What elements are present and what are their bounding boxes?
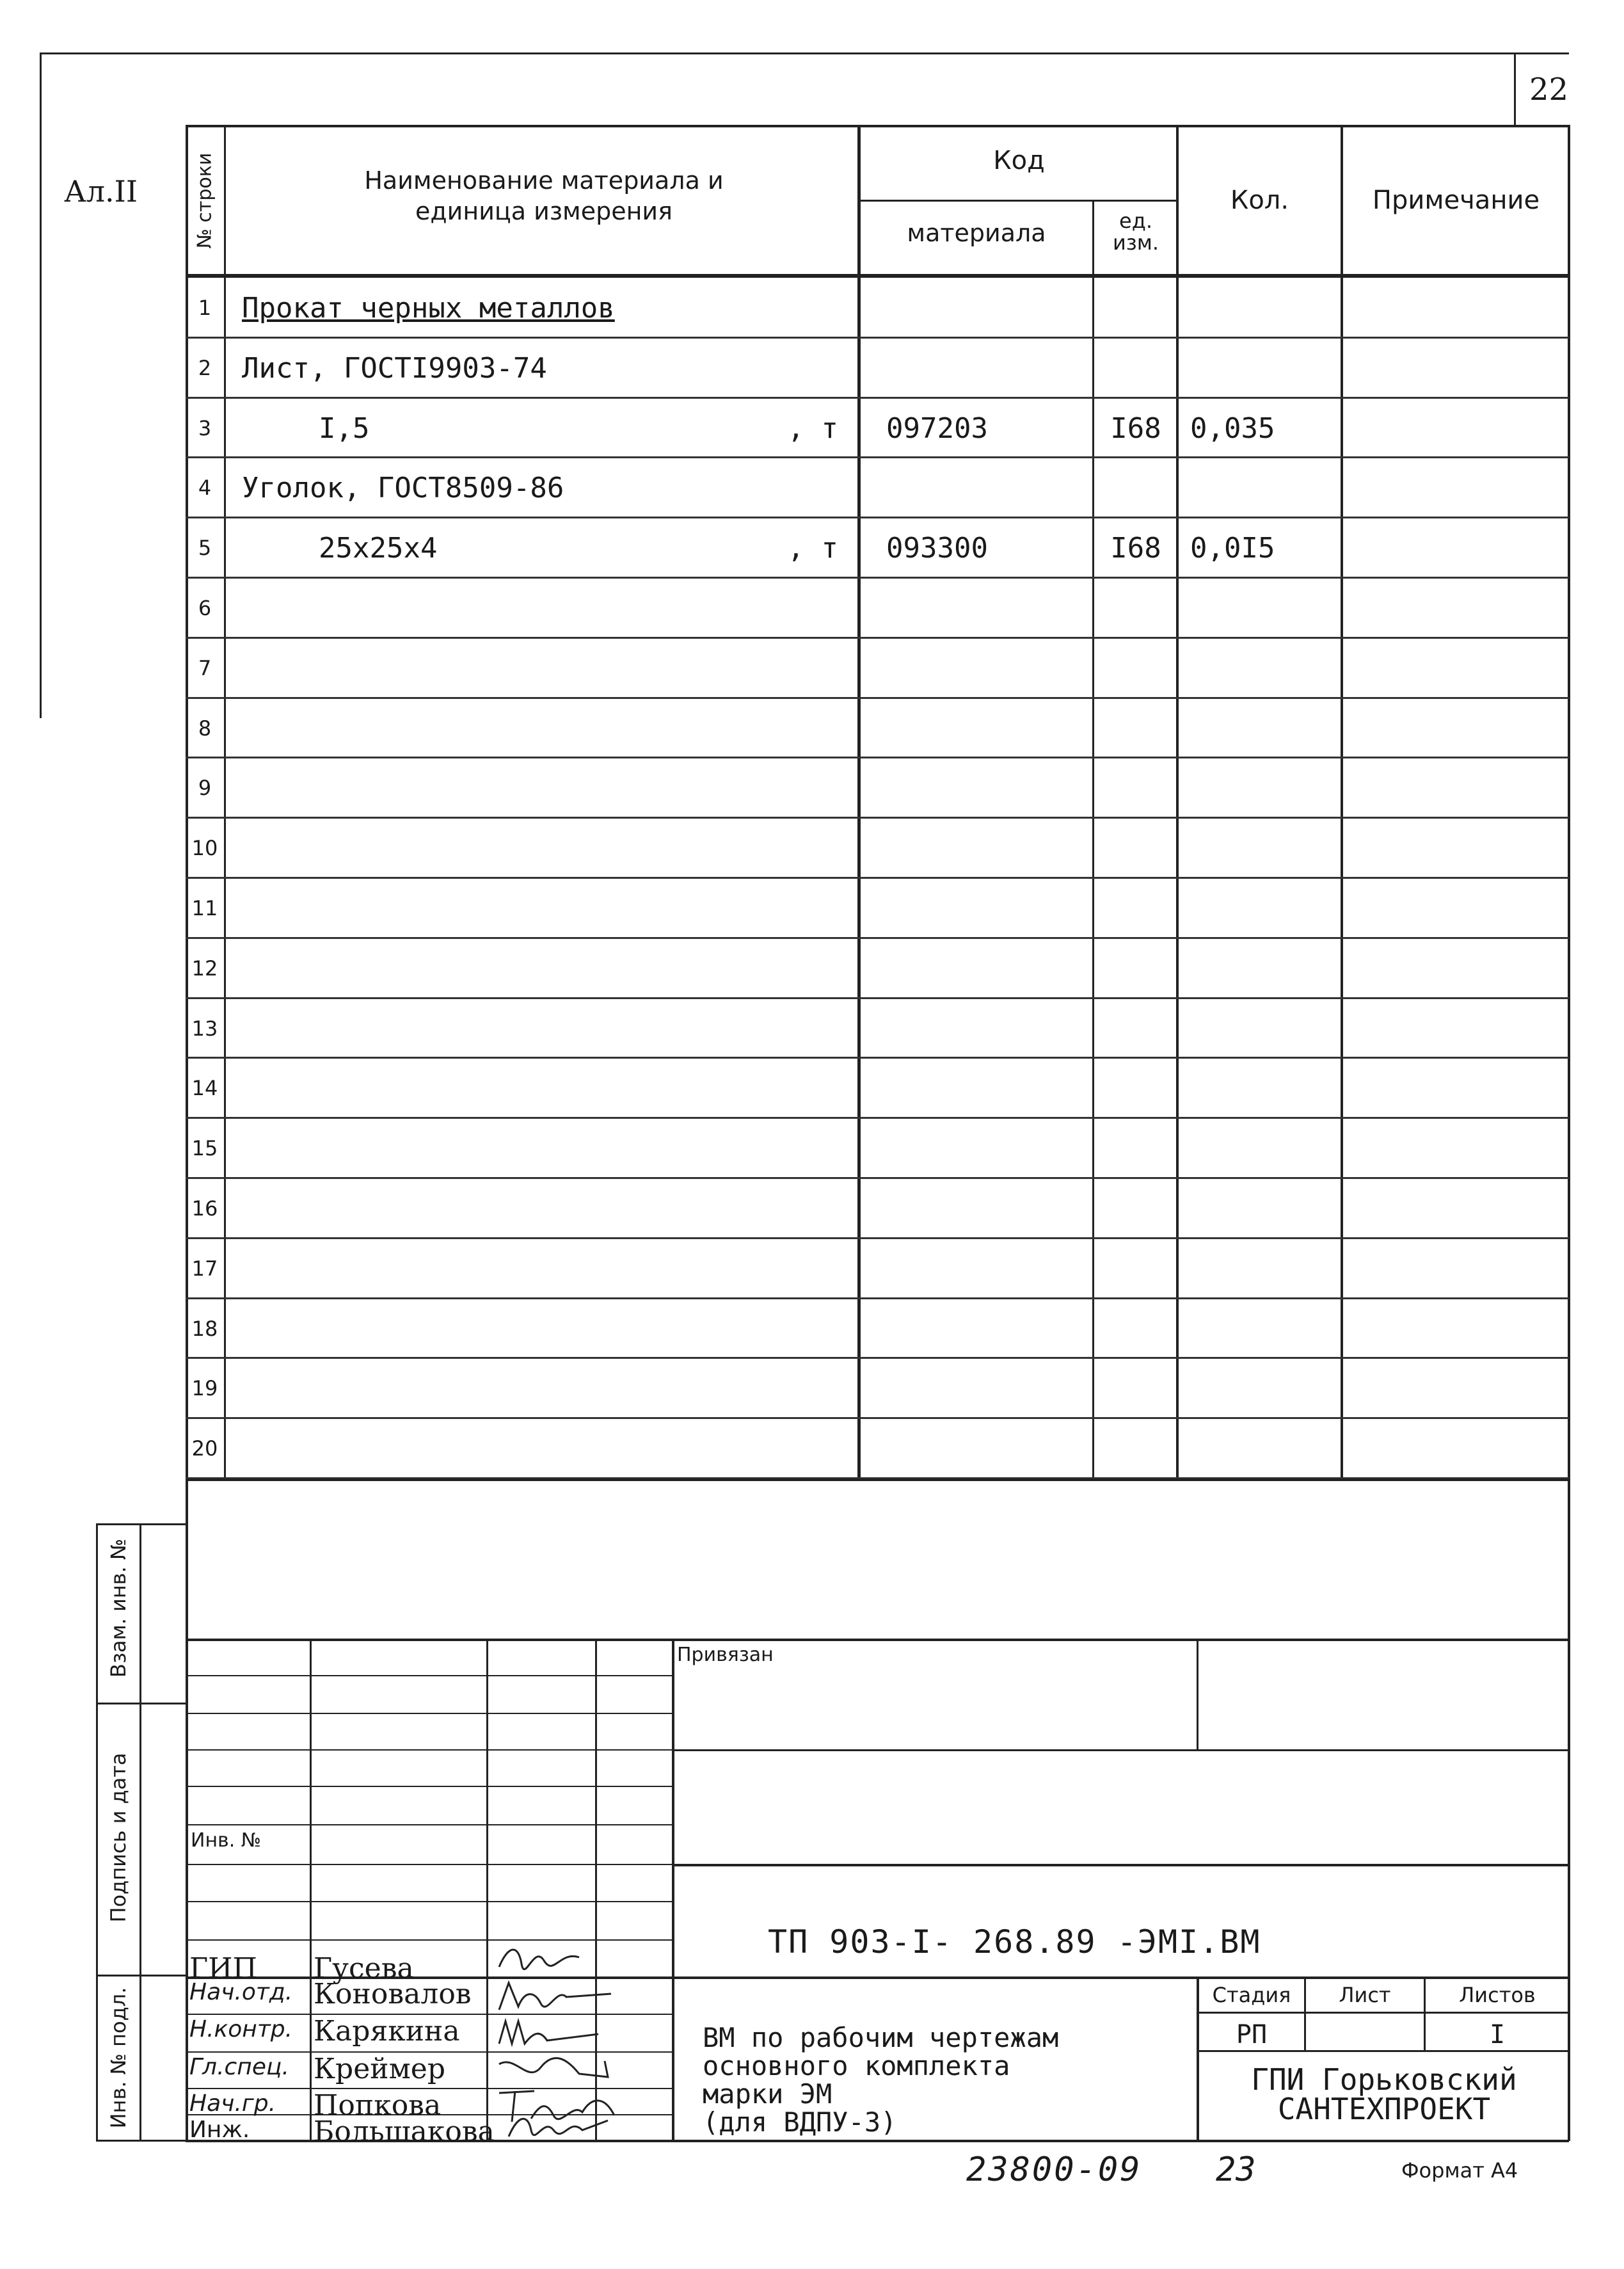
tb-left-h1: [186, 1675, 672, 1676]
tb-description-line-2: основного комплекта: [703, 2050, 1010, 2081]
row-divider: [186, 877, 1569, 879]
row-number: 4: [198, 476, 212, 501]
row-divider: [186, 397, 1569, 399]
row-divider: [186, 577, 1569, 579]
person-role: Н.контр.: [189, 2016, 293, 2042]
row-divider: [186, 1297, 1569, 1299]
header-code-material: материала: [907, 219, 1046, 247]
row-name: Уголок, ГОСТ8509-86: [242, 472, 564, 505]
tb-left-h3: [186, 1749, 672, 1751]
header-bottom: [186, 274, 1569, 278]
col-line-note: [1341, 125, 1343, 1479]
col-line-qty: [1176, 125, 1179, 1479]
outer-frame-left: [40, 52, 42, 718]
tb-stage-row2: [1197, 2050, 1569, 2052]
tb-org-line1: ГПИ Горьковский: [1251, 2062, 1517, 2097]
side-vzam: Взам. инв. №: [106, 1538, 131, 1678]
tb-privyazan: Привязан: [677, 1644, 774, 1666]
row-number: 17: [191, 1256, 218, 1281]
tb-left-h7: [186, 1901, 672, 1902]
header-code-group: Код: [993, 146, 1045, 175]
row-qty: 0,0I5: [1190, 532, 1275, 565]
side-stamp-inner: [139, 1523, 141, 2141]
row-name: Прокат черных металлов: [242, 292, 615, 325]
side-podpis: Подпись и дата: [106, 1752, 131, 1923]
row-name: 25x25x4: [319, 532, 438, 565]
row-number: 15: [191, 1136, 218, 1161]
tb-designation-top: [672, 1864, 1569, 1866]
row-number: 9: [198, 776, 212, 801]
row-qty: 0,035: [1190, 412, 1275, 445]
row-name: Лист, ГОСТI9903-74: [242, 351, 547, 385]
footer-page: 23: [1216, 2151, 1256, 2189]
person-name: Попкова: [314, 2089, 442, 2122]
person-name: Креймер: [314, 2053, 446, 2085]
tb-top: [186, 1639, 1569, 1641]
header-name-col: Наименование материала и единица измерения: [364, 166, 724, 225]
tb-org-line2: САНТЕХПРОЕКТ: [1277, 2092, 1491, 2126]
row-unit: , т: [787, 532, 838, 565]
tb-privyazan-bottom: [672, 1749, 1569, 1751]
signature-nach-otd-mark: [496, 1978, 617, 2016]
row-divider: [186, 1417, 1569, 1419]
tb-left-h2: [186, 1713, 672, 1714]
side-inv-podl: Инв. № подл.: [106, 1987, 131, 2129]
col-line-code: [857, 125, 861, 1479]
person-role: Нач.отд.: [189, 1979, 293, 2005]
tb-sheets-value: I: [1489, 2020, 1506, 2049]
signature-inzh: [506, 2111, 614, 2149]
tb-privyazan-right: [1197, 1639, 1198, 1751]
corner-box-left: [1514, 52, 1516, 126]
row-number: 12: [191, 956, 218, 981]
person-role: Гл.спец.: [189, 2054, 289, 2080]
row-code: 097203: [886, 412, 988, 445]
tb-sheet-label: Лист: [1339, 1983, 1391, 2007]
table-right: [1568, 125, 1570, 2141]
sheet-number-corner: 22: [1529, 72, 1569, 108]
row-number: 7: [198, 655, 212, 680]
row-divider: [186, 937, 1569, 939]
row-code: 093300: [886, 532, 988, 565]
row-number: 3: [198, 415, 212, 440]
header-row-no: № строки: [193, 152, 216, 249]
person-role: Нач.гр.: [189, 2090, 276, 2117]
person-name: Большакова: [314, 2115, 495, 2148]
tb-v4: [672, 1639, 674, 2141]
header-qty: Кол.: [1230, 186, 1289, 215]
row-divider: [186, 1237, 1569, 1239]
row-divider: [186, 1057, 1569, 1059]
tb-inv-no: Инв. №: [191, 1829, 262, 1852]
signature-gip: [496, 1938, 585, 1982]
row-divider: [186, 997, 1569, 999]
row-number: 2: [198, 355, 212, 380]
tb-description-line-4: (для ВДПУ-3): [703, 2106, 897, 2138]
row-number: 19: [191, 1376, 218, 1401]
side-stamp-div1: [96, 1703, 186, 1704]
table-top: [186, 125, 1569, 127]
side-stamp-top: [96, 1523, 186, 1525]
tb-left-h6: [186, 1864, 672, 1865]
header-note: Примечание: [1372, 186, 1540, 215]
person-role: ГИП: [189, 1952, 257, 1985]
row-number: 6: [198, 596, 212, 620]
tb-description: [703, 2024, 1058, 2137]
row-number: 16: [191, 1196, 218, 1221]
row-divider: [186, 697, 1569, 699]
row-number: 5: [198, 536, 212, 561]
tb-stage-label: Стадия: [1212, 1983, 1291, 2007]
tb-left-h4: [186, 1786, 672, 1787]
row-name: I,5: [319, 412, 370, 445]
row-divider: [186, 1177, 1569, 1179]
row-number: 10: [191, 836, 218, 861]
row-uom: I68: [1110, 412, 1161, 445]
row-uom: I68: [1110, 532, 1161, 565]
person-name: Коновалов: [314, 1978, 472, 2010]
tb-left-h5: [186, 1824, 672, 1825]
col-line-uom: [1092, 200, 1094, 1479]
row-divider: [186, 757, 1569, 758]
row-divider: [186, 817, 1569, 819]
row-number: 20: [191, 1436, 218, 1461]
row-divider: [186, 337, 1569, 339]
person-role: Инж.: [189, 2117, 250, 2143]
tb-description-line-3: марки ЭМ: [703, 2078, 832, 2110]
footer-doc-number: 23800-09: [966, 2151, 1142, 2189]
row-divider: [186, 517, 1569, 518]
row-number: 18: [191, 1316, 218, 1341]
side-stamp-div2: [96, 1975, 186, 1976]
signature-inzh-mark: [506, 2111, 614, 2143]
signature-n-kontr-mark: [496, 2015, 605, 2053]
row-number: 13: [191, 1016, 218, 1041]
row-number: 1: [198, 296, 212, 320]
tb-left-h8: [186, 1939, 672, 1941]
row-number: 8: [198, 716, 212, 741]
row-divider: [186, 456, 1569, 458]
footer-format: Формат А4: [1401, 2158, 1518, 2183]
person-name: Карякина: [314, 2015, 460, 2048]
album-label: Ал.II: [64, 174, 138, 209]
header-code-unit: ед. изм.: [1112, 209, 1159, 255]
tb-sheets-label: Листов: [1459, 1983, 1536, 2007]
tb-description-line-1: ВМ по рабочим чертежам: [703, 2022, 1059, 2053]
side-stamp-left: [96, 1523, 98, 2141]
row-unit: , т: [787, 412, 838, 445]
col-line-rownum: [224, 125, 226, 1479]
tb-stage-value: РП: [1236, 2020, 1268, 2049]
outer-frame-top: [40, 52, 1569, 54]
row-divider: [186, 637, 1569, 639]
row-divider: [186, 1117, 1569, 1119]
lower-area-top: [186, 1479, 1569, 1481]
tb-designation: ТП 903-I- 268.89 -ЭМI.ВМ: [768, 1923, 1261, 1960]
side-stamp-bottom: [96, 2140, 186, 2142]
signature-gip-mark: [496, 1938, 585, 1976]
person-name: Гусева: [314, 1952, 414, 1985]
row-number: 11: [191, 896, 218, 920]
row-divider: [186, 1357, 1569, 1359]
row-number: 14: [191, 1076, 218, 1101]
code-split: [857, 200, 1177, 202]
tb-stage-row: [1197, 2012, 1569, 2014]
